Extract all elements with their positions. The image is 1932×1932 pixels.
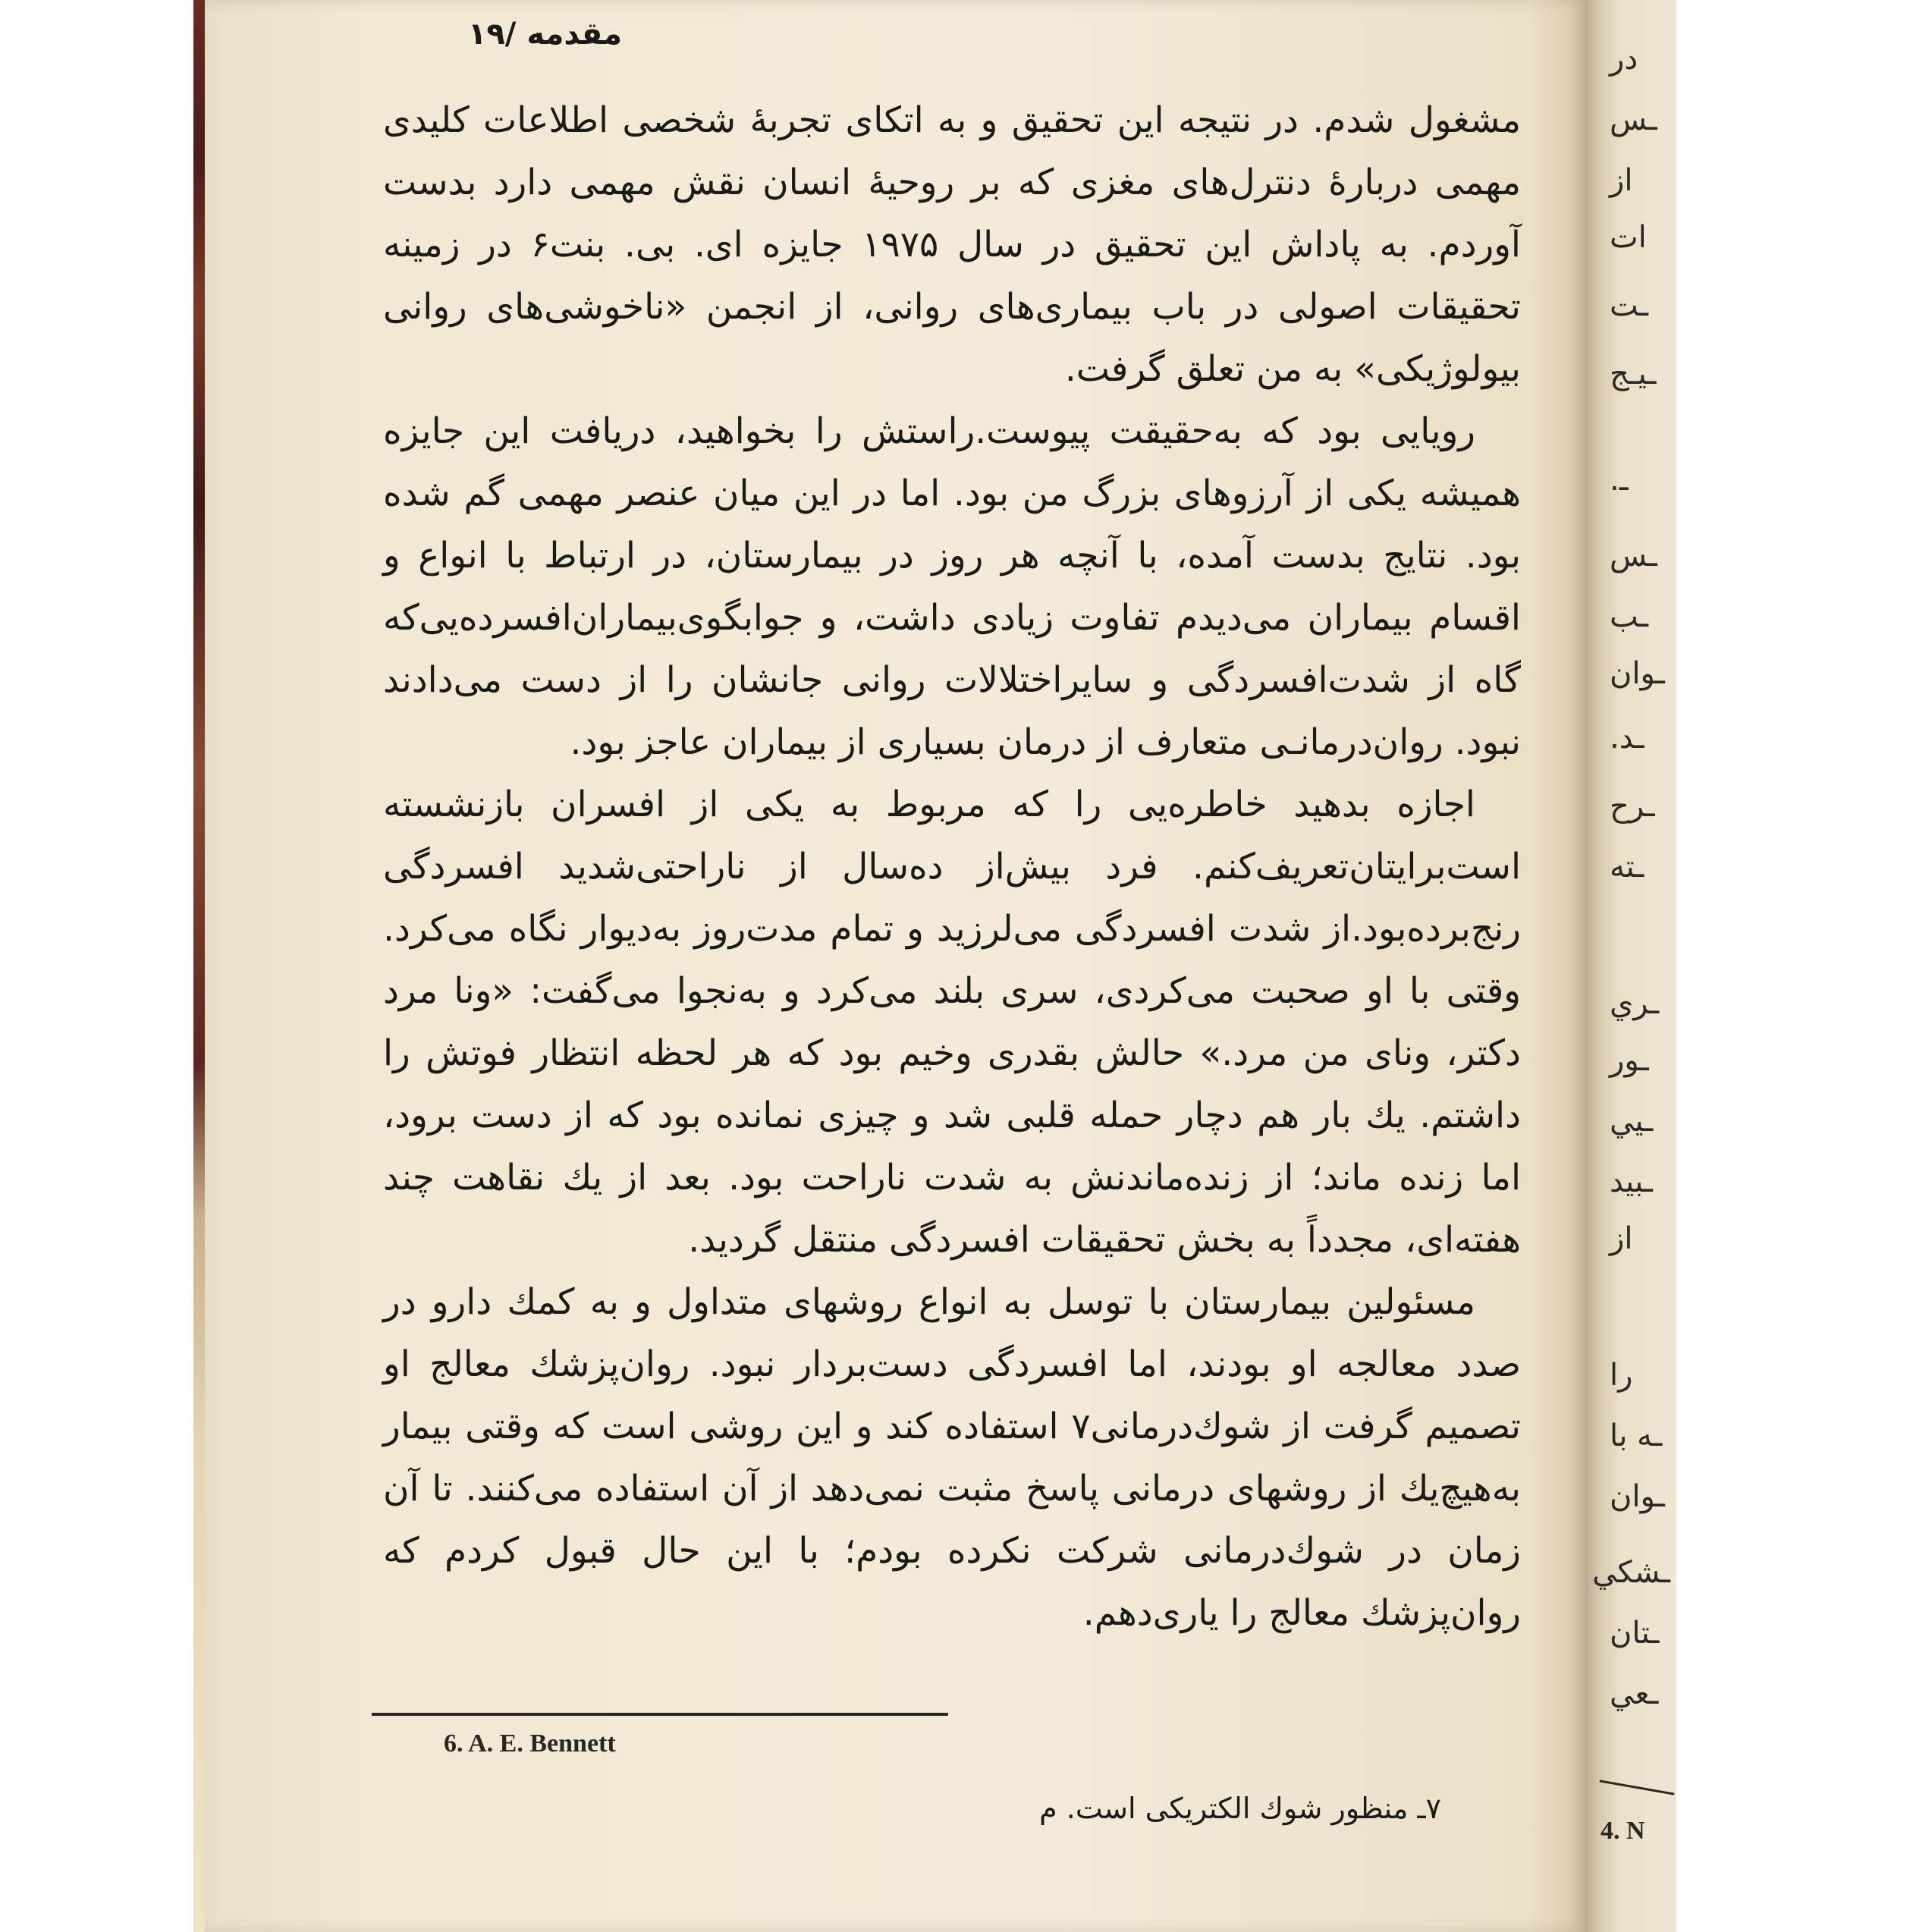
running-head: مقدمه /۱۹ xyxy=(467,17,622,52)
paragraph-3: اجازه بدهید خاطره‌یی را که مربوط به یکی از افسران بازنشسته است‌برایتان‌تعریف‌کنم. فرد بیش‌از ده‌سال از ناراحتی‌شدید افسردگی رنج‌برده‌بود.از شدت افسردگی می‌لرزید و تمام مدت‌روز به‌دیوار نگاه می‌کرد. وقتی با او صحبت می‌کردی، سری بلند می‌کرد و به‌نجوا می‌گفت: «ونا مرد دکتر، ونای من مرد.» حالش بقدری وخیم بود که هر لحظه انتظار فوتش را داشتم. یك بار هم دچار حمله قلبی شد و چیزی نمانده بود که از دست برود، اما زنده ماند؛ از زنده‌ماندنش به شدت ناراحت بود. بعد از یك نقاهت چند هفته‌ای، مجدداً به بخش تحقیقات افسردگی منتقل گردید. xyxy=(383,784,1521,1261)
next-page-fragment: ـه با xyxy=(1610,1418,1663,1453)
next-page-fragment: ـوان xyxy=(1610,1479,1665,1514)
next-page-fragment: ـتان xyxy=(1610,1616,1660,1651)
body-text xyxy=(383,90,1521,1645)
next-page-fragment: ـشكي xyxy=(1592,1555,1670,1590)
next-page-fragment: ـته xyxy=(1610,850,1645,884)
next-page-fragment: ـعي xyxy=(1610,1676,1659,1711)
footnote-divider xyxy=(372,1713,948,1716)
next-page-fragment: ات xyxy=(1610,220,1647,255)
next-page-fragment: ـور xyxy=(1610,1043,1649,1078)
next-page-fragment: در xyxy=(1610,42,1638,77)
next-page-fragment: از xyxy=(1610,163,1633,198)
next-page-fragment: ـري xyxy=(1610,986,1660,1021)
next-page-fragment: ـبيد xyxy=(1610,1164,1653,1199)
footnote-bennett: 6. A. E. Bennett xyxy=(444,1729,616,1758)
next-page-fragment: ـوان xyxy=(1610,656,1665,691)
next-page-footnote: 4. N xyxy=(1601,1817,1645,1845)
next-page-fragment: ـ. xyxy=(1610,463,1629,498)
next-page-fragment: ـس xyxy=(1610,539,1657,573)
paragraph-2: رویایی بود که به‌حقیقت پیوست.راستش را بخواهید، دریافت این جایزه همیشه یکی از آرزوهای بزرگ من بود. اما در این میان عنصر مهمی گم شده بود. نتایج بدست آمده، با آنچه هر روز در بیمارستان، در ارتباط با انواع و اقسام بیماران می‌دیدم تفاوت زیادی داشت، و جوابگوی‌بیماران‌افسرده‌یی‌که گاه از شدت‌افسردگی و سایراختلالات روانی جانشان را از دست می‌دادند نبود. روان‌درمانـی متعارف از درمان بسیاری از بیماران عاجز بود. xyxy=(383,410,1521,763)
next-page-fragment: ـد. xyxy=(1610,721,1645,756)
next-page-fragment: ـب xyxy=(1610,599,1648,634)
footnote-electric-shock: ۷ـ منظور شوك الکتریکی است. م xyxy=(1039,1792,1441,1825)
next-page-fragment: ـيـج xyxy=(1610,357,1657,391)
next-page-fragment: ـيي xyxy=(1610,1104,1654,1139)
next-page-fragment: ـس xyxy=(1610,102,1657,137)
next-page-fragment: ـرح xyxy=(1610,789,1655,824)
paragraph-1: مشغول شدم. در نتیجه این تحقیق و به اتکای تجربهٔ شخصی اطلاعات کلیدی مهمی دربارهٔ دنترل‌های مغزی که بر روحیهٔ انسان نقش مهمی دارد بدست آوردم. به پاداش این تحقیق در سال ۱۹۷۵ جایزه ای. بی. بنت۶ در زمینه تحقیقات اصولی در باب بیماری‌های روانی، از انجمن «ناخوشی‌های روانی بیولوژیکی» به من تعلق گرفت. xyxy=(383,99,1521,390)
paragraph-4: مسئولین بیمارستان با توسل به انواع روشهای متداول و به کمك دارو در صدد معالجه او بودند، اما افسردگی دست‌بردار نبود. روان‌پزشك معالج او تصمیم گرفت از شوك‌درمانی۷ استفاده کند و این روشی است که وقتی بیمار به‌هیچ‌یك از روشهای درمانی پاسخ مثبت نمی‌دهد از آن استفاده می‌کنند. تا آن زمان در شوك‌درمانی شرکت نکرده بودم؛ با این حال قبول کردم که روان‌پزشك معالج را یاری‌دهم. xyxy=(383,1281,1521,1634)
next-page-fragment: از xyxy=(1610,1221,1633,1256)
next-page-fragment: را xyxy=(1610,1358,1633,1393)
next-page-fragment: ـت xyxy=(1610,288,1648,323)
